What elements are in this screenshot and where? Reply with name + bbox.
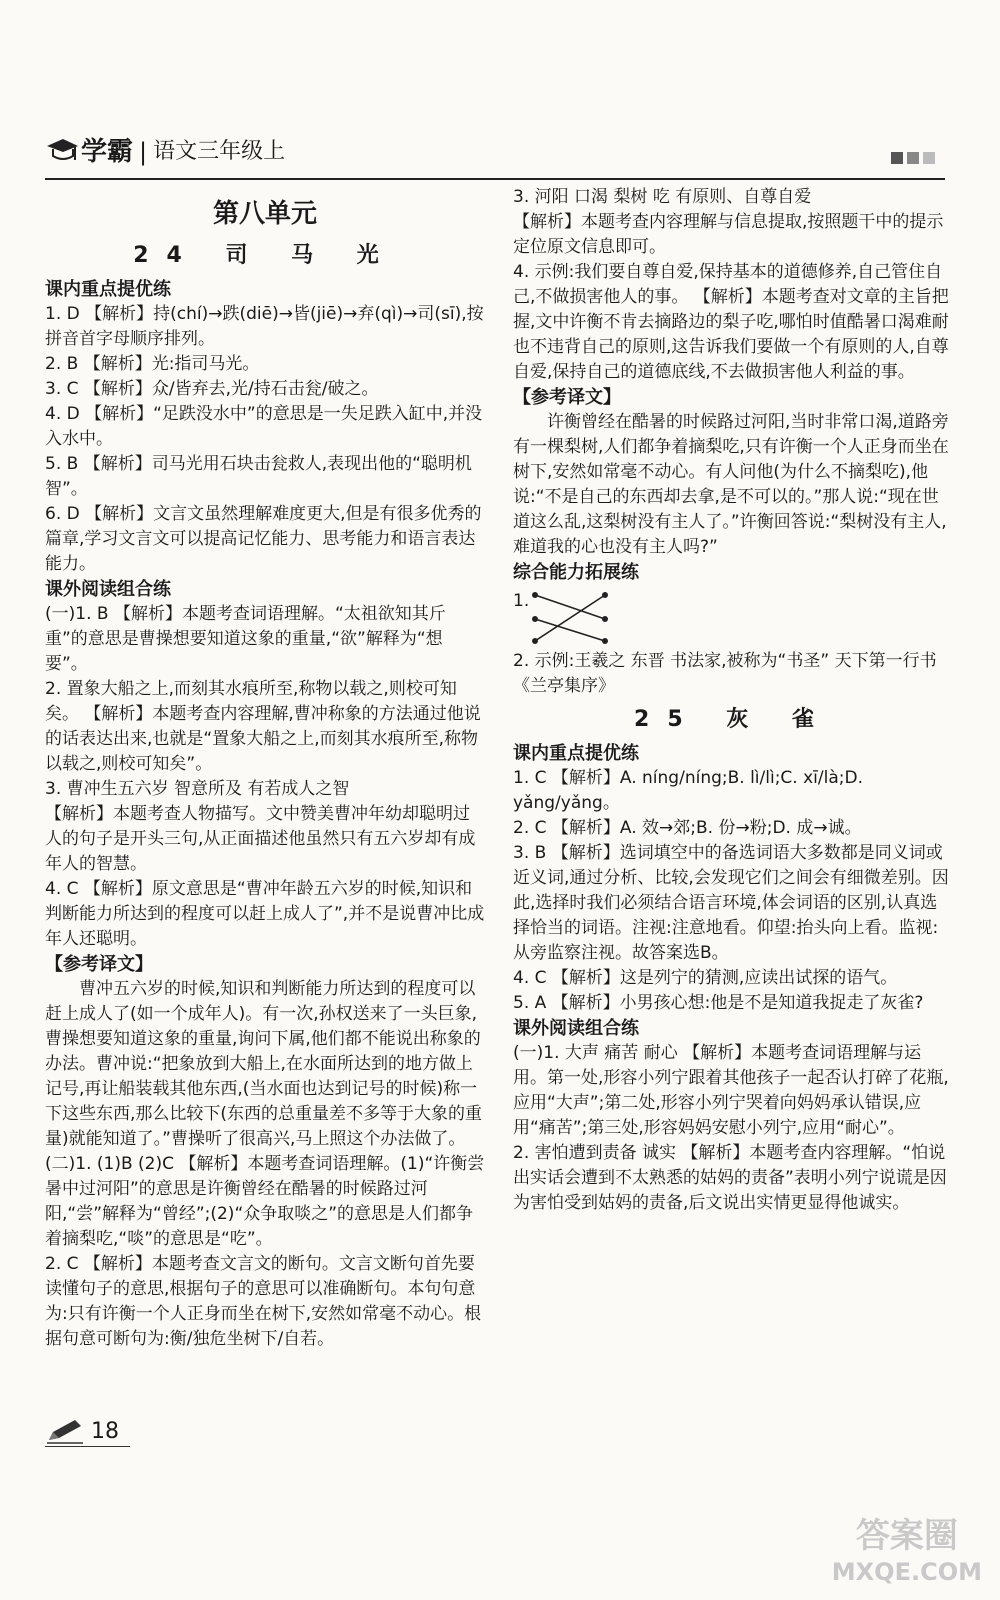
right-column — [513, 185, 953, 1216]
answer-item: 1. C 【解析】A. níng/níng;B. lì/lì;C. xī/là;D. yǎng/yǎng。 — [513, 768, 863, 813]
graduation-cap-icon — [45, 132, 79, 172]
answer-item: 2. 置象大船之上,而刻其水痕所至,称物以载之,则校可知矣。 【解析】本题考查内容理解,曹冲称象的方法通过他说的话表达出来,也就是“置象大船之上,而刻其水痕所至,称物以载之,则校可知矣”。 — [45, 679, 481, 774]
answer-item: 1. D 【解析】持(chí)→跌(diē)→皆(jiē)→弃(qì)→司(sī),按拼音首字母顺序排列。 — [45, 304, 484, 349]
header-decoration — [891, 152, 935, 164]
logo — [45, 132, 285, 172]
answer-item: 2. C 【解析】A. 效→郊;B. 份→粉;D. 成→诚。 — [513, 818, 862, 838]
section-heading-ketang: 课内重点提优练 — [513, 743, 639, 764]
deco-square-3 — [923, 152, 935, 164]
answer-item: 3. B 【解析】选词填空中的备选词语大多数都是同义词或近义词,通过分析、比较,会发现它们之间会有细微差别。因此,选择时我们必须结合语言环境,体会词语的区别,认真选择恰当的词语。注视:注意地看。仰望:抬头向上看。监视:从旁监察注视。故答案选B。 — [513, 843, 949, 963]
answer-explanation: 【解析】本题考查人物描写。文中赞美曹冲年幼却聪明过人的句子是开头三句,从正面描述他虽然只有五六岁却有成年人的智慧。 — [45, 804, 476, 874]
watermark — [832, 1518, 982, 1590]
answer-item: (一)1. 大声 痛苦 耐心 【解析】本题考查词语理解与运用。第一处,形容小列宁跟着其他孩子一起否认打碎了花瓶,应用“大声”;第二处,形容小列宁哭着向妈妈承认错误,应用“痛苦”;第三处,形容妈妈安慰小列宁,应用“耐心”。 — [513, 1043, 949, 1138]
left-column — [45, 185, 485, 1352]
answer-item: 4. 示例:我们要自尊自爱,保持基本的道德修养,自己管住自己,不做损害他人的事。 【解析】本题考查对文章的主旨把握,文中许衡不肯去摘路边的梨子吃,哪怕时值酷暑口渴难耐也不违背自己的原则,这告诉我们要做一个有原则的人,自尊自爱,保持自己的道德底线,不去做损害他人利益的事。 — [513, 262, 949, 382]
answer-item: 3. 曹冲生五六岁 智意所及 有若成人之智 — [45, 779, 350, 799]
answer-item: 6. D 【解析】文言文虽然理解难度更大,但是有很多优秀的篇章,学习文言文可以提高记忆能力、思考能力和语言表达能力。 — [45, 504, 482, 574]
answer-item: 4. C 【解析】原文意思是“曹冲年龄五六岁的时候,知识和判断能力所达到的程度可以赶上成人了”,并不是说曹冲比成年人还聪明。 — [45, 879, 485, 949]
reference-translation: 许衡曾经在酷暑的时候路过河阳,当时非常口渴,道路旁有一棵梨树,人们都争着摘梨吃,只有许衡一个人正身而坐在树下,安然如常毫不动心。有人问他(为什么不摘梨吃),他说:“不是自己的东西却去拿,是不可以的。”那人说:“现在世道这么乱,这梨树没有主人了。”许衡回答说:“梨树没有主人,难道我的心也没有主人吗?” — [513, 412, 949, 557]
matching-lines-icon — [513, 585, 633, 649]
header-separator: | — [139, 138, 148, 166]
answer-item: 5. A 【解析】小男孩心想:他是不是知道我捉走了灰雀? — [513, 993, 924, 1013]
reference-translation-label: 【参考译文】 — [45, 954, 153, 975]
deco-square-1 — [891, 152, 903, 164]
section-heading-kewai: 课外阅读组合练 — [513, 1018, 639, 1039]
section-heading-zonghe: 综合能力拓展练 — [513, 562, 639, 583]
answer-item: 2. 害怕遭到责备 诚实 【解析】本题考查内容理解。“怕说出实话会遭到不太熟悉的姑妈的责备”表明小列宁说谎是因为害怕受到姑妈的责备,后文说出实情更显得他诚实。 — [513, 1143, 947, 1213]
answer-item: 2. C 【解析】本题考查文言文的断句。文言文断句首先要读懂句子的意思,根据句子的意思可以准确断句。本句句意为:只有许衡一个人正身而坐在树下,安然如常毫不动心。根据句意可断句为:衡/独危坐树下/自若。 — [45, 1254, 482, 1349]
matching-number: 1. — [513, 591, 530, 611]
page-footer — [45, 1418, 119, 1444]
section-heading-kewai: 课外阅读组合练 — [45, 579, 171, 600]
unit-title: 第八单元 — [212, 199, 317, 229]
footer-rule — [45, 1446, 130, 1447]
watermark-line-1: 答案圈 — [855, 1516, 958, 1556]
reference-translation-label: 【参考译文】 — [513, 387, 621, 408]
answer-item: 4. C 【解析】这是列宁的猜测,应读出试探的语气。 — [513, 968, 898, 988]
watermark-line-2: MXQE.COM — [831, 1558, 982, 1586]
matching-diagram — [513, 585, 953, 649]
lesson-24-title: 24 司 马 光 — [133, 243, 397, 268]
brand-name: 学霸 — [81, 137, 134, 167]
answer-item: 4. D 【解析】“足跌没水中”的意思是一失足跌入缸中,并没入水中。 — [45, 404, 483, 449]
header-rule — [45, 178, 945, 180]
answer-explanation: 【解析】本题考查内容理解与信息提取,按照题干中的提示定位原文信息即可。 — [513, 212, 944, 257]
pencil-icon — [45, 1418, 85, 1444]
answer-item: (一)1. B 【解析】本题考查词语理解。“太祖欲知其斤重”的意思是曹操想要知道这象的重量,“欲”解释为“想要”。 — [45, 604, 446, 674]
answer-item: 5. B 【解析】司马光用石块击瓮救人,表现出他的“聪明机智”。 — [45, 454, 472, 499]
deco-square-2 — [907, 152, 919, 164]
lesson-25-title: 25 灰 雀 — [634, 707, 832, 732]
answer-item: 3. C 【解析】众/皆弃去,光/持石击瓮/破之。 — [45, 379, 379, 399]
section-heading-ketang: 课内重点提优练 — [45, 279, 171, 300]
answer-item: 2. 示例:王羲之 东晋 书法家,被称为“书圣” 天下第一行书《兰亭集序》 — [513, 651, 937, 696]
answer-item: 3. 河阳 口渴 梨树 吃 有原则、自尊自爱 — [513, 187, 812, 207]
reference-translation: 曹冲五六岁的时候,知识和判断能力所达到的程度可以赶上成人了(如一个成年人)。有一次,孙权送来了一头巨象,曹操想要知道这象的重量,询问下属,他们都不能说出称象的办法。曹冲说:“把象放到大船上,在水面所达到的地方做上记号,再让船装载其他东西,(当水面也达到记号的时候)称一下这些东西,那么比较下(东西的总重量差不多等于大象的重量)就能知道了。”曹操听了很高兴,马上照这个办法做了。 — [45, 979, 483, 1149]
page-header — [45, 130, 945, 178]
page-number: 18 — [91, 1419, 119, 1444]
answer-item: 2. B 【解析】光:指司马光。 — [45, 354, 260, 374]
subject-grade: 语文三年级上 — [153, 139, 286, 164]
answer-item: (二)1. (1)B (2)C 【解析】本题考查词语理解。(1)“许衡尝暑中过河阳”的意思是许衡曾经在酷暑的时候路过河阳,“尝”解释为“曾经”;(2)“众争取啖之”的意思是人们都争着摘梨吃,“啖”的意思是“吃”。 — [45, 1154, 485, 1249]
